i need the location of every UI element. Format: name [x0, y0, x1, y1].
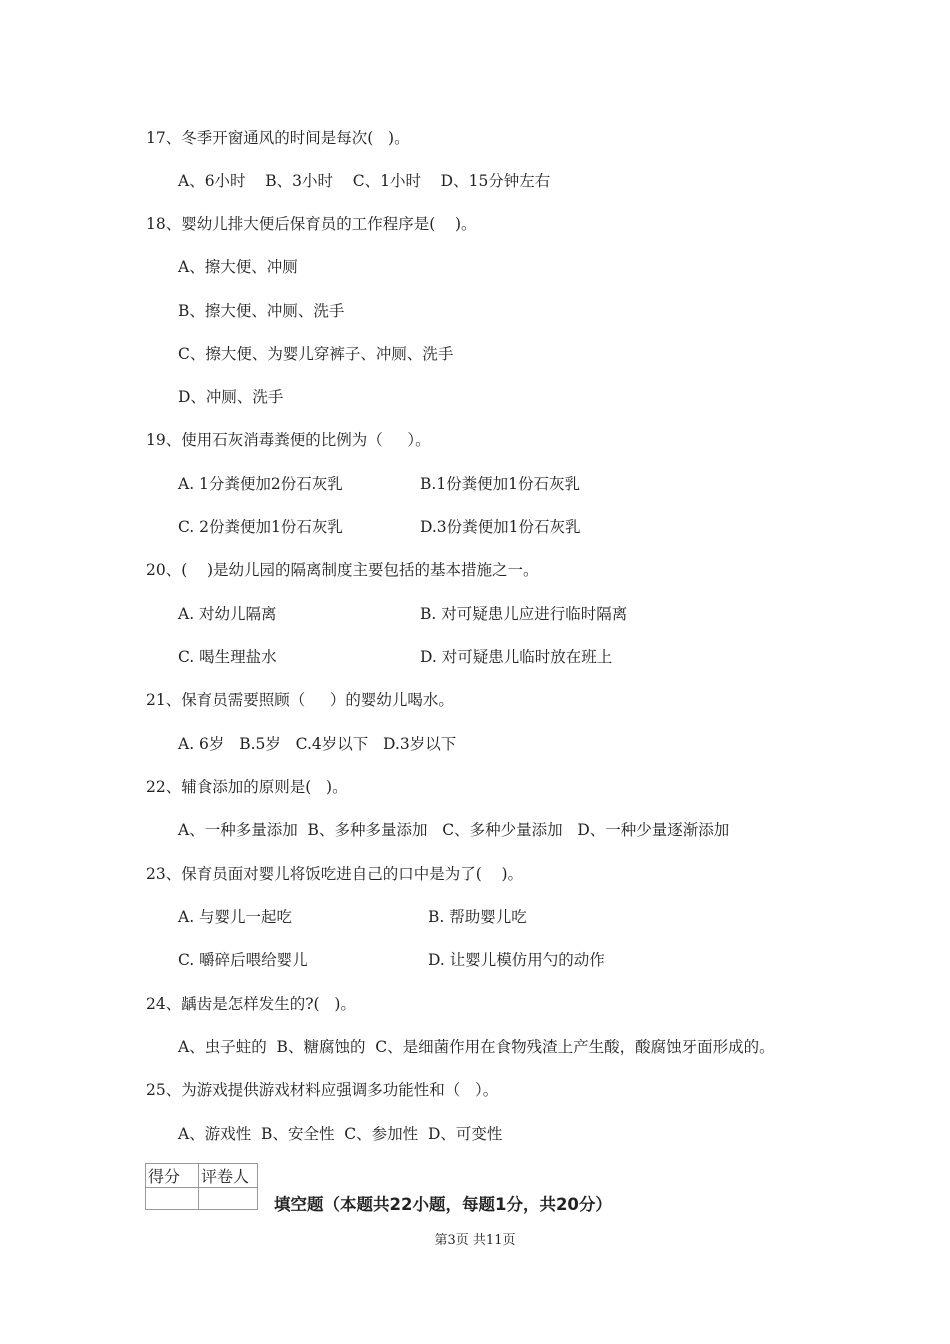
question-21-options: A. 6岁 B.5岁 C.4岁以下 D.3岁以下 [178, 735, 457, 753]
question-17-options: A、6小时 B、3小时 C、1小时 D、15分钟左右 [178, 172, 551, 190]
question-23-option-a: A. 与婴儿一起吃 [178, 908, 293, 926]
question-18-option-b: B、擦大便、冲厕、洗手 [178, 302, 345, 320]
question-20-option-d: D. 对可疑患儿临时放在班上 [420, 648, 613, 666]
question-17-stem: 17、冬季开窗通风的时间是每次( )。 [146, 129, 410, 147]
page-footer: 第3页 共11页 [434, 1233, 516, 1248]
question-23-stem: 23、保育员面对婴儿将饭吃进自己的口中是为了( )。 [146, 865, 524, 883]
score-cell [146, 1188, 199, 1210]
question-20-option-a: A. 对幼儿隔离 [178, 605, 277, 623]
question-20-option-c: C. 喝生理盐水 [178, 648, 277, 666]
question-24-options: A、虫子蛀的 B、糖腐蚀的 C、是细菌作用在食物残渣上产生酸，酸腐蚀牙面形成的。 [178, 1038, 775, 1056]
question-18-stem: 18、婴幼儿排大便后保育员的工作程序是( )。 [146, 215, 477, 233]
question-23-option-b: B. 帮助婴儿吃 [428, 908, 527, 926]
question-19-option-b: B.1份粪便加1份石灰乳 [420, 475, 581, 493]
score-label: 得分 [146, 1164, 199, 1188]
section-title: 填空题（本题共22小题，每题1分，共20分） [274, 1195, 612, 1214]
question-18-option-d: D、冲厕、洗手 [178, 388, 284, 406]
question-22-stem: 22、辅食添加的原则是( )。 [146, 778, 348, 796]
question-19-option-d: D.3份粪便加1份石灰乳 [420, 518, 581, 536]
question-25-stem: 25、为游戏提供游戏材料应强调多功能性和（ ）。 [146, 1081, 499, 1099]
question-23-option-d: D. 让婴儿模仿用勺的动作 [428, 951, 605, 969]
question-18-option-a: A、擦大便、冲厕 [178, 258, 298, 276]
question-19-option-a: A. 1分粪便加2份石灰乳 [178, 475, 343, 493]
question-20-stem: 20、( )是幼儿园的隔离制度主要包括的基本措施之一。 [146, 561, 539, 579]
question-19-stem: 19、使用石灰消毒粪便的比例为（ ）。 [146, 431, 431, 449]
grader-cell [199, 1188, 258, 1210]
question-18-option-c: C、擦大便、为婴儿穿裤子、冲厕、洗手 [178, 345, 454, 363]
grader-label: 评卷人 [199, 1164, 258, 1188]
question-22-options: A、一种多量添加 B、多种多量添加 C、多种少量添加 D、一种少量逐渐添加 [178, 821, 730, 839]
question-20-option-b: B. 对可疑患儿应进行临时隔离 [420, 605, 628, 623]
question-23-option-c: C. 嚼碎后喂给婴儿 [178, 951, 308, 969]
question-24-stem: 24、龋齿是怎样发生的?( )。 [146, 995, 356, 1013]
question-25-options: A、游戏性 B、安全性 C、参加性 D、可变性 [178, 1125, 503, 1143]
question-19-option-c: C. 2份粪便加1份石灰乳 [178, 518, 343, 536]
question-21-stem: 21、保育员需要照顾（ ）的婴幼儿喝水。 [146, 691, 454, 709]
score-table [145, 1163, 258, 1210]
